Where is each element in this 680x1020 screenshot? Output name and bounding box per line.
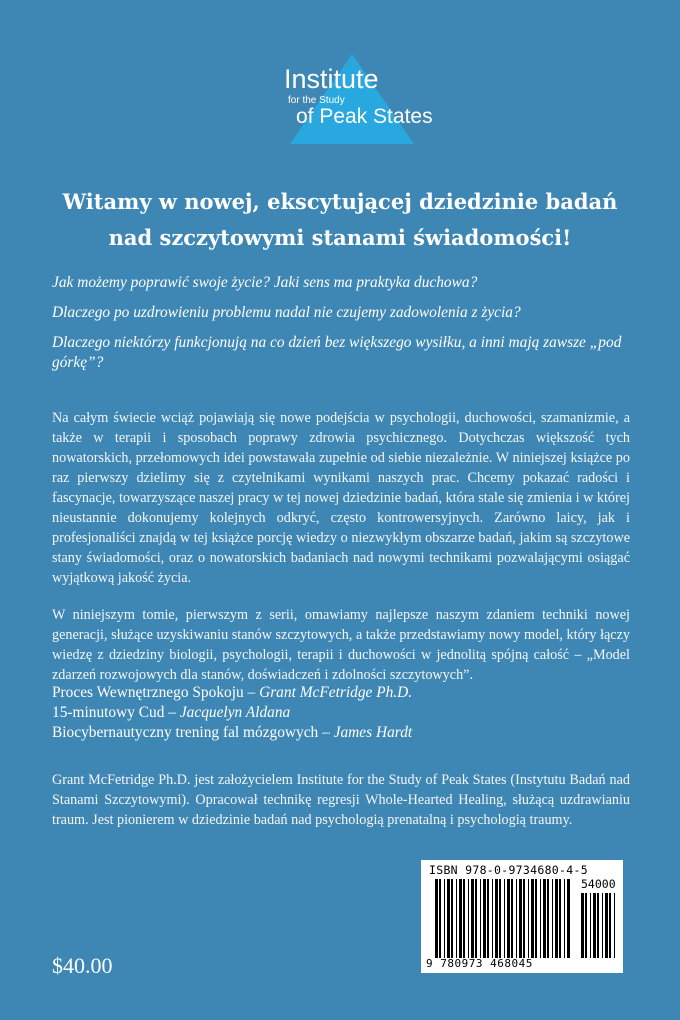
logo-line-1: Institute bbox=[284, 64, 379, 94]
technique-item: Biocybernautyczny trening fal mózgowych – James Hardt bbox=[52, 724, 413, 741]
isbn-barcode bbox=[421, 860, 623, 973]
question-2: Dlaczego po uzdrowieniu problemu nadal nie czujemy zadowolenia z życia? bbox=[52, 304, 521, 321]
headline-line-2: nad szczytowymi stanami świadomości! bbox=[108, 225, 572, 250]
questions-block bbox=[52, 273, 642, 383]
price: $40.00 bbox=[52, 953, 113, 978]
description-paragraph-1: Na całym świecie wciąż pojawiają się nowe podejścia w psychologii, duchowości, szamanizmie, a także w terapii i sposobach poprawy zdrowia psychicznego. Dotychczas większość tych nowatorskich, przełomowych idei powstawała zupełnie od siebie niezależnie. W niniejszej książce po raz pierwszy dzielimy się z czytelnikami wynikami naszych prac. Chcemy pokazać radości i fascynacje, towarzyszące naszej pracy w tej nowej dziedzinie badań, która stale się zmienia i w której nieustannie dokonujemy kolejnych odkryć, często kontrowersyjnych. Zarówno laicy, jak i profesjonaliści znajdą w tej książce porcję wiedzy o niezwykłym obszarze badań, jakim są szczytowe stany świadomości, oraz o nowatorskich badaniach nad nowymi technikami pozwalającymi osiągać wyjątkową jakość życia. bbox=[52, 410, 630, 586]
isbn-label: ISBN 978-0-9734680-4-5 bbox=[429, 863, 588, 877]
headline-line-1: Witamy w nowej, ekscytującej dziedzinie badań bbox=[62, 189, 618, 214]
technique-title: Biocybernautyczny trening fal mózgowych bbox=[52, 724, 319, 741]
technique-author: Jacquelyn Aldana bbox=[179, 704, 291, 721]
question-3: Dlaczego niektórzy funkcjonują na co dzień bez większego wysiłku, a inni mają zawsze „pod górkę”? bbox=[52, 334, 622, 371]
technique-item: Proces Wewnętrznego Spokoju – Grant McFetridge Ph.D. bbox=[52, 684, 413, 701]
description-paragraph-2: W niniejszym tomie, pierwszym z serii, omawiamy najlepsze naszym zdaniem techniki nowej generacji, służące uzyskiwaniu stanów szczytowych, a także przedstawiamy nowy model, który łączy wiedzę z dziedziny biologii, psychologii, terapii i duchowości w jednolitą spójną całość – „Model zdarzeń rozwojowych dla stanów, doświadczeń i zdolności szczytowych”. bbox=[52, 607, 630, 683]
institute-logo bbox=[262, 52, 442, 147]
technique-item: 15-minutowy Cud – Jacquelyn Aldana bbox=[52, 704, 291, 721]
headline bbox=[30, 184, 650, 256]
question-1: Jak możemy poprawić swoje życie? Jaki sens ma praktyka duchowa? bbox=[52, 274, 478, 291]
technique-title: 15-minutowy Cud bbox=[52, 704, 165, 721]
author-bio: Grant McFetridge Ph.D. jest założycielem Institute for the Study of Peak States (Instytutu Badań nad Stanami Szczytowymi). Opracował technikę regresji Whole-Hearted Healing, służącą uzdrawianiu traum. Jest pionierem w dziedzinie badań nad psychologią prenatalną i psychologią traumy. bbox=[52, 772, 630, 828]
technique-author: Grant McFetridge Ph.D. bbox=[259, 684, 413, 701]
description bbox=[52, 408, 630, 702]
price-code: 54000 bbox=[581, 877, 616, 891]
logo-line-2: for the Study bbox=[288, 95, 345, 106]
logo-line-3: of Peak States bbox=[296, 105, 433, 128]
technique-author: James Hardt bbox=[333, 724, 413, 741]
technique-title: Proces Wewnętrznego Spokoju bbox=[52, 684, 244, 701]
techniques-list bbox=[52, 683, 630, 743]
ean-digits: 9 780973 468045 bbox=[426, 957, 533, 970]
